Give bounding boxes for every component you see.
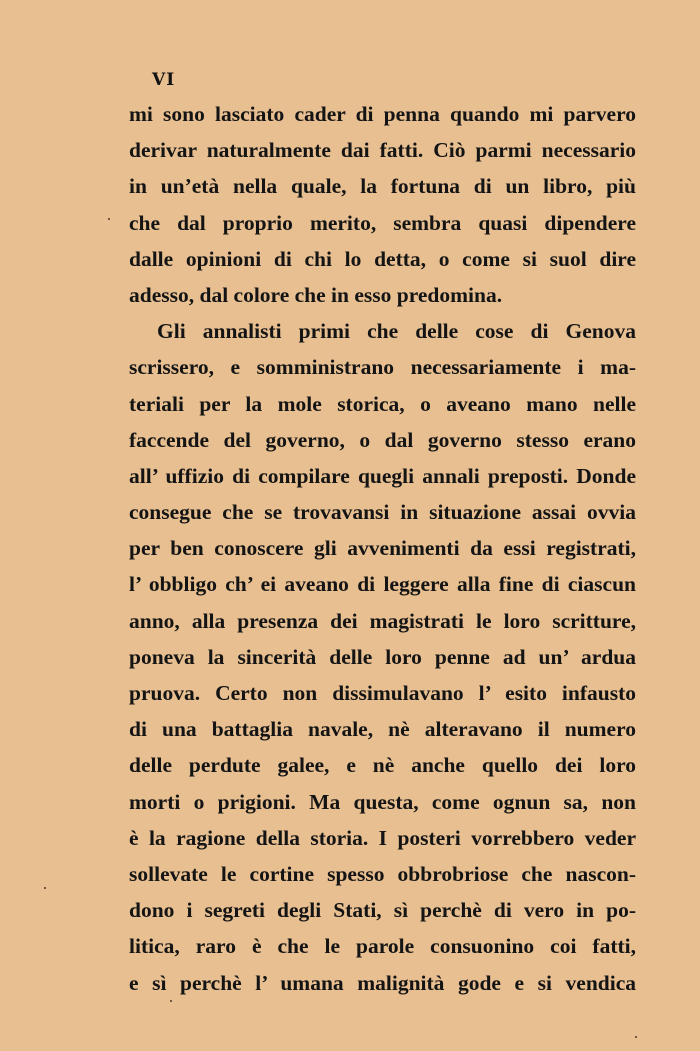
text-line: morti o prigioni. Ma questa, come ognun sa, non: [129, 789, 636, 814]
text-line: di una battaglia navale, nè alteravano il numero: [129, 717, 636, 742]
text-line: anno, alla presenza dei magistrati le loro scritture,: [129, 608, 636, 633]
text-line: mi sono lasciato cader di penna quando mi parvero: [129, 102, 636, 126]
paper-speck: [44, 887, 46, 889]
text-line: Gli annalisti primi che delle cose di Genova: [157, 319, 636, 344]
text-line: all’ uffizio di compilare quegli annali preposti. Donde: [129, 463, 636, 488]
text-line: sollevate le cortine spesso obbrobriose che nascon-: [129, 861, 636, 886]
text-line: pruova. Certo non dissimulavano l’ esito infausto: [129, 681, 636, 705]
text-line: per ben conoscere gli avvenimenti da essi registrati,: [129, 536, 636, 561]
text-line: scrissero, e somministrano necessariamente i ma-: [129, 355, 636, 380]
text-line: è la ragione della storia. I posteri vorrebbero veder: [129, 825, 636, 850]
text-line: che dal proprio merito, sembra quasi dipendere: [129, 210, 636, 235]
text-line: dalle opinioni di chi lo detta, o come si suol dire: [129, 246, 636, 271]
text-line: l’ obbligo ch’ ei aveano di leggere alla fine di ciascun: [129, 572, 636, 597]
text-line: consegue che se trovavansi in situazione assai ovvia: [129, 500, 636, 525]
paper-speck: [635, 1036, 637, 1038]
page-number: VI: [152, 70, 176, 90]
text-line: poneva la sincerità delle loro penne ad un’ ardua: [129, 644, 636, 669]
text-line: litica, raro è che le parole consuonino coi fatti,: [129, 934, 636, 959]
text-line: in un’età nella quale, la fortuna di un libro, più: [129, 174, 636, 199]
text-line: adesso, dal colore che in esso predomina.: [129, 282, 503, 307]
text-line: delle perdute galee, e nè anche quello dei loro: [129, 753, 636, 778]
text-line: teriali per la mole storica, o aveano mano nelle: [129, 391, 636, 416]
text-line: dono i segreti degli Stati, sì perchè di vero in po-: [129, 898, 636, 923]
text-line: e sì perchè l’ umana malignità gode e si vendica: [129, 970, 636, 995]
body-text: [129, 96, 636, 1001]
paper-speck: [170, 1000, 172, 1002]
text-line: faccende del governo, o dal governo stesso erano: [129, 427, 636, 452]
paper-speck: [108, 218, 110, 220]
text-line: derivar naturalmente dai fatti. Ciò parmi necessario: [129, 138, 636, 163]
